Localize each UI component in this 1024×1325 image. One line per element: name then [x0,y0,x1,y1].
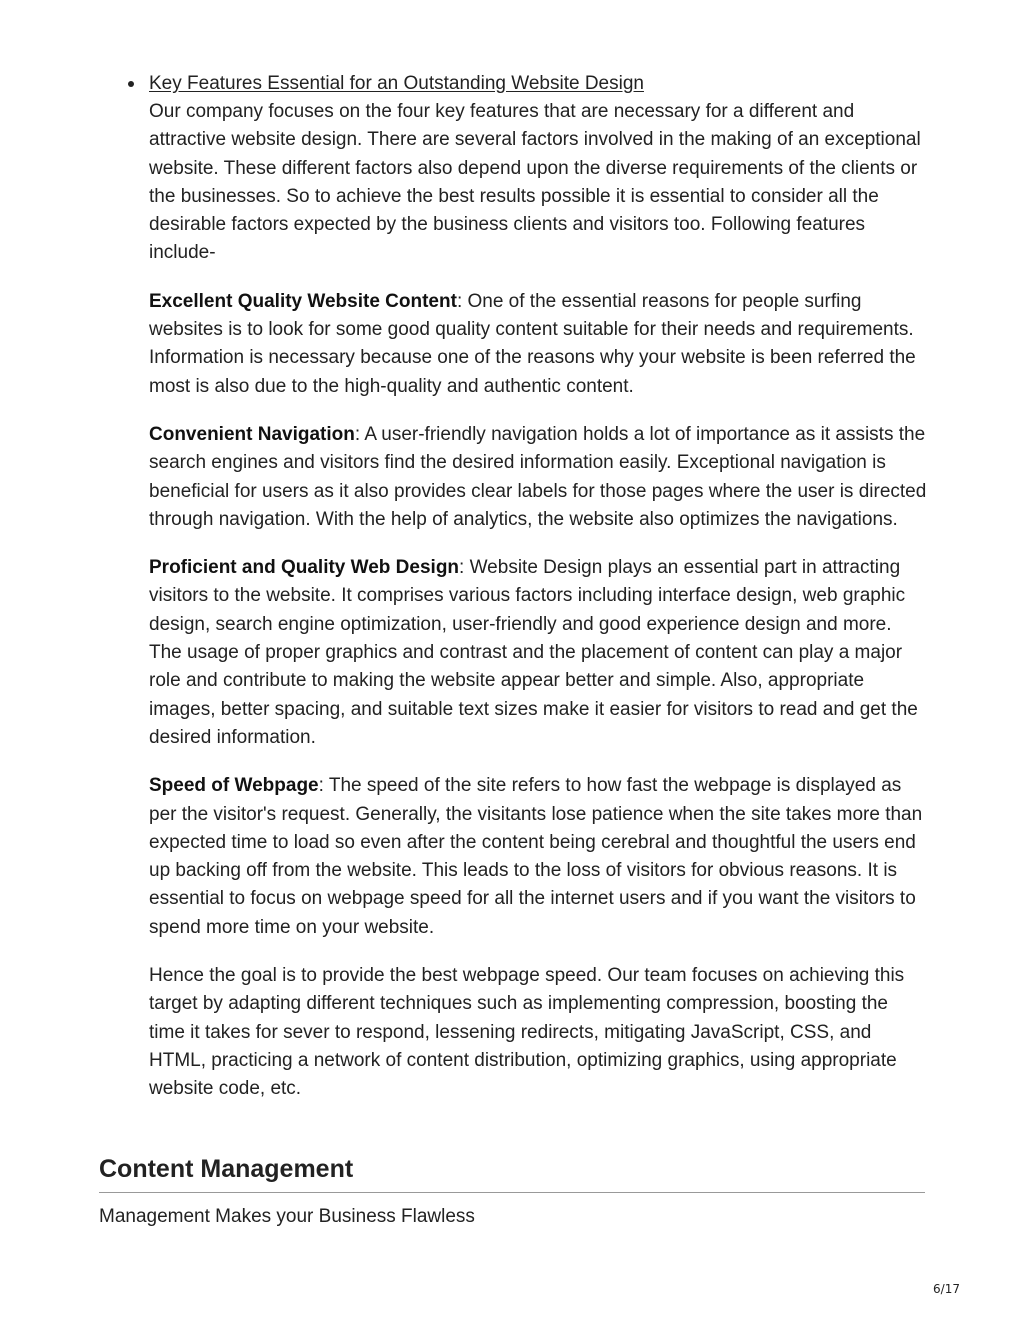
feature-text: : A user-friendly navigation holds a lot of importance as it assists the search engines and visitors find the desired information easily. Exceptional navigation is beneficial for users as it also provides clear labels for those pages where the user is directed through navigation. With the help of analytics, the website also optimizes the navigations. [149,423,927,530]
feature-text: : The speed of the site refers to how fast the webpage is displayed as per the visitor's request. Generally, the visitants lose patience when the site takes more than expected time to load so even after the content being cerebral and thoughtful the users end up backing off from the website. This leads to the loss of visitors for obvious reasons. It is essential to focus on webpage speed for all the internet users and if you want the visitors to spend more time on your website. [149,775,923,938]
feature-title: Excellent Quality Website Content [149,290,457,312]
feature-paragraph [149,554,929,752]
list-item [99,70,929,1104]
section-divider [99,1192,925,1193]
feature-text: : Website Design plays an essential part in attracting visitors to the website. It comprises various factors including interface design, web graphic design, search engine optimization, user-friendly and good experience design and more. The usage of proper graphics and contrast and the placement of content can play a major role and contribute to making the website appear better and simple. Also, appropriate images, better spacing, and suitable text sizes make it easier for visitors to read and get the desired information. [149,557,918,748]
features-list [99,70,929,1124]
section-title: Content Management [99,1155,354,1183]
feature-text: : One of the essential reasons for people surfing websites is to look for some good quality content suitable for their needs and requirements. Information is necessary because one of the reasons why your website is been referred the most is also due to the high-quality and authentic content. [149,290,916,397]
section-subtitle: Management Makes your Business Flawless [99,1206,475,1227]
key-features-link[interactable]: Key Features Essential for an Outstanding Website Design [149,73,644,94]
feature-title: Proficient and Quality Web Design [149,557,460,579]
feature-paragraph [149,772,929,942]
page-number: 6/17 [933,1282,960,1296]
feature-paragraph [149,288,929,401]
feature-paragraph [149,421,929,534]
feature-title: Convenient Navigation [149,423,355,445]
closing-paragraph: Hence the goal is to provide the best webpage speed. Our team focuses on achieving this target by adapting different techniques such as implementing compression, boosting the time it takes for sever to respond, lessening redirects, mitigating JavaScript, CSS, and HTML, practicing a network of content distribution, optimizing graphics, using appropriate website code, etc. [149,965,905,1100]
features-intro: Our company focuses on the four key features that are necessary for a different and attractive website design. There are several factors involved in the making of an exceptional website. These different factors also depend upon the diverse requirements of the clients or the businesses. So to achieve the best results possible it is essential to consider all the desirable factors expected by the business clients and visitors too. Following features include- [149,101,921,264]
bullet-icon [128,81,134,87]
feature-title: Speed of Webpage [149,775,319,797]
